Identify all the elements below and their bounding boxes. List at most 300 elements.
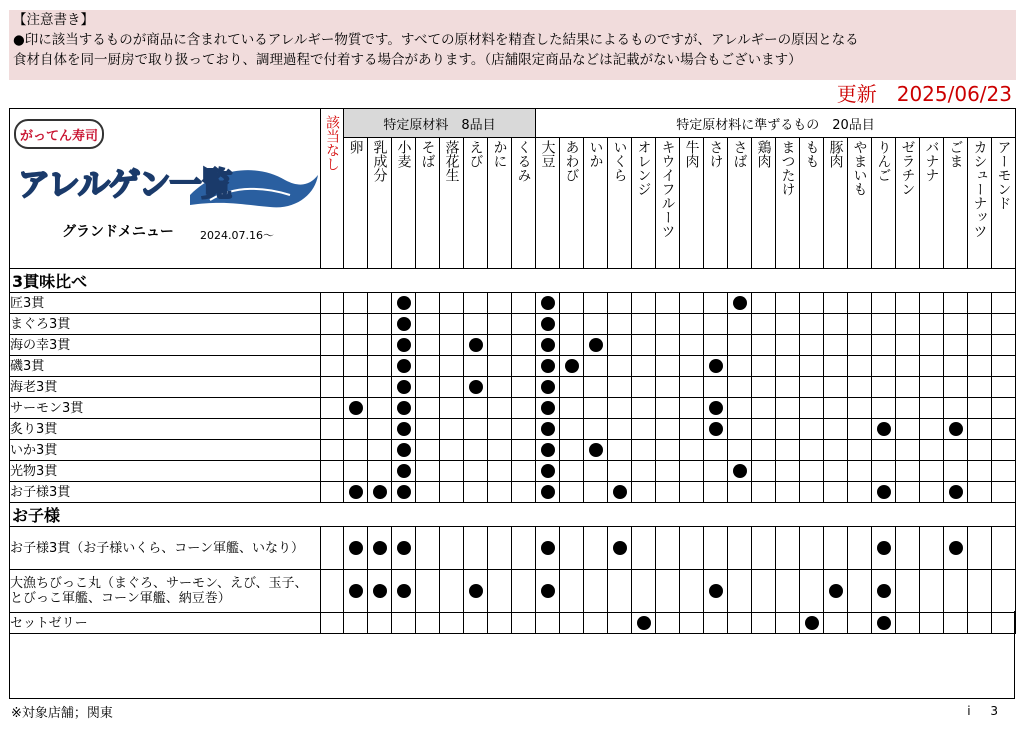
allergen-dot bbox=[589, 443, 603, 457]
allergen-dot bbox=[541, 584, 555, 598]
allergen-cell bbox=[392, 293, 416, 314]
table-row bbox=[10, 398, 1016, 419]
allergen-cell bbox=[968, 377, 992, 398]
none-cell bbox=[321, 527, 344, 570]
none-cell bbox=[321, 419, 344, 440]
allergen-cell bbox=[752, 335, 776, 356]
allergen-cell bbox=[512, 335, 536, 356]
allergen-cell bbox=[776, 398, 800, 419]
allergen-cell bbox=[680, 570, 704, 613]
allergen-cell bbox=[464, 527, 488, 570]
allergen-cell bbox=[656, 570, 680, 613]
allergen-cell bbox=[560, 440, 584, 461]
allergen-cell bbox=[968, 356, 992, 377]
allergen-cell bbox=[608, 335, 632, 356]
allergen-cell bbox=[920, 482, 944, 503]
allergen-cell bbox=[344, 482, 368, 503]
allergen-cell bbox=[704, 527, 728, 570]
table-row bbox=[10, 440, 1016, 461]
allergen-cell bbox=[632, 335, 656, 356]
allergen-dot bbox=[373, 485, 387, 499]
allergen-cell bbox=[632, 356, 656, 377]
allergen-cell bbox=[992, 293, 1016, 314]
allergen-cell bbox=[776, 482, 800, 503]
allergen-cell bbox=[512, 527, 536, 570]
allergen-cell bbox=[344, 527, 368, 570]
allergen-cell bbox=[464, 570, 488, 613]
menu-item-name: 海老3貫 bbox=[10, 377, 321, 398]
notice-text-2: 食材自体を同一厨房で取り扱っており、調理過程で付着する場合があります。（店舗限定商品などは記載がない場合もございます） bbox=[13, 52, 802, 68]
allergen-cell bbox=[464, 314, 488, 335]
allergen-cell bbox=[824, 377, 848, 398]
allergen-cell bbox=[512, 377, 536, 398]
allergen-cell bbox=[920, 314, 944, 335]
allergen-dot bbox=[541, 296, 555, 310]
allergen-cell bbox=[512, 440, 536, 461]
menu-item-name: 光物3貫 bbox=[10, 461, 321, 482]
allergen-dot bbox=[397, 485, 411, 499]
allergen-cell bbox=[728, 527, 752, 570]
allergen-cell bbox=[344, 356, 368, 377]
allergen-cell bbox=[992, 482, 1016, 503]
allergen-cell bbox=[752, 440, 776, 461]
allergen-cell bbox=[680, 377, 704, 398]
allergen-cell bbox=[632, 482, 656, 503]
menu-item-name: 磯3貫 bbox=[10, 356, 321, 377]
allergen-dot bbox=[397, 401, 411, 415]
allergen-cell bbox=[944, 398, 968, 419]
allergen-cell bbox=[680, 356, 704, 377]
allergen-cell bbox=[584, 482, 608, 503]
allergen-cell bbox=[680, 335, 704, 356]
allergen-header: やまいも bbox=[848, 138, 872, 269]
allergen-cell bbox=[968, 335, 992, 356]
allergen-cell bbox=[584, 335, 608, 356]
allergen-cell bbox=[728, 482, 752, 503]
allergen-cell bbox=[920, 461, 944, 482]
allergen-cell bbox=[440, 570, 464, 613]
allergen-cell bbox=[584, 440, 608, 461]
allergen-cell bbox=[368, 398, 392, 419]
allergen-cell bbox=[464, 482, 488, 503]
none-cell bbox=[321, 398, 344, 419]
allergen-cell bbox=[704, 482, 728, 503]
allergen-cell bbox=[440, 527, 464, 570]
allergen-cell bbox=[392, 398, 416, 419]
none-cell bbox=[321, 377, 344, 398]
allergen-cell bbox=[848, 398, 872, 419]
allergen-cell bbox=[872, 398, 896, 419]
allergen-cell bbox=[344, 335, 368, 356]
allergen-cell bbox=[776, 527, 800, 570]
allergen-dot bbox=[349, 541, 363, 555]
allergen-cell bbox=[776, 293, 800, 314]
allergen-cell bbox=[680, 314, 704, 335]
allergen-cell bbox=[608, 440, 632, 461]
table-row bbox=[10, 461, 1016, 482]
allergen-cell bbox=[944, 314, 968, 335]
allergen-cell bbox=[536, 377, 560, 398]
allergen-dot bbox=[541, 359, 555, 373]
allergen-dot bbox=[949, 541, 963, 555]
allergen-header: 小麦 bbox=[392, 138, 416, 269]
allergen-header: あわび bbox=[560, 138, 584, 269]
allergen-cell bbox=[656, 440, 680, 461]
allergen-cell bbox=[368, 377, 392, 398]
allergen-cell bbox=[608, 419, 632, 440]
allergen-cell bbox=[800, 527, 824, 570]
allergen-cell bbox=[584, 570, 608, 613]
allergen-header: バナナ bbox=[920, 138, 944, 269]
allergen-cell bbox=[560, 314, 584, 335]
allergen-dot bbox=[349, 584, 363, 598]
allergen-cell bbox=[344, 440, 368, 461]
allergen-cell bbox=[968, 570, 992, 613]
allergen-dot bbox=[541, 338, 555, 352]
allergen-dot bbox=[541, 401, 555, 415]
notice-heading: 【注意書き】 bbox=[13, 12, 94, 28]
allergen-cell bbox=[872, 527, 896, 570]
allergen-dot bbox=[589, 338, 603, 352]
allergen-cell bbox=[632, 377, 656, 398]
allergen-cell bbox=[560, 419, 584, 440]
allergen-cell bbox=[344, 377, 368, 398]
allergen-cell bbox=[896, 398, 920, 419]
allergen-cell bbox=[752, 461, 776, 482]
allergen-cell bbox=[416, 356, 440, 377]
allergen-cell bbox=[680, 398, 704, 419]
allergen-cell bbox=[752, 293, 776, 314]
allergen-header: 大豆 bbox=[536, 138, 560, 269]
allergen-cell bbox=[992, 570, 1016, 613]
allergen-cell bbox=[488, 356, 512, 377]
allergen-cell bbox=[464, 398, 488, 419]
allergen-cell bbox=[800, 570, 824, 613]
allergen-cell bbox=[848, 527, 872, 570]
none-cell bbox=[321, 314, 344, 335]
allergen-cell bbox=[368, 461, 392, 482]
allergen-cell bbox=[536, 356, 560, 377]
allergen-cell bbox=[560, 527, 584, 570]
allergen-cell bbox=[800, 377, 824, 398]
allergen-cell bbox=[848, 419, 872, 440]
allergen-cell bbox=[392, 356, 416, 377]
allergen-cell bbox=[344, 293, 368, 314]
allergen-cell bbox=[416, 527, 440, 570]
allergen-cell bbox=[416, 335, 440, 356]
allergen-cell bbox=[560, 293, 584, 314]
allergen-cell bbox=[824, 356, 848, 377]
allergen-cell bbox=[968, 314, 992, 335]
allergen-cell bbox=[920, 293, 944, 314]
allergen-cell bbox=[944, 440, 968, 461]
allergen-cell bbox=[584, 293, 608, 314]
allergen-cell bbox=[632, 570, 656, 613]
allergen-cell bbox=[728, 293, 752, 314]
allergen-dot bbox=[541, 464, 555, 478]
allergen-cell bbox=[416, 461, 440, 482]
allergen-cell bbox=[656, 293, 680, 314]
allergen-header: もも bbox=[800, 138, 824, 269]
allergen-cell bbox=[824, 461, 848, 482]
allergen-cell bbox=[416, 314, 440, 335]
allergen-cell bbox=[584, 398, 608, 419]
menu-item-name: まぐろ3貫 bbox=[10, 314, 321, 335]
allergen-cell bbox=[728, 461, 752, 482]
allergen-cell bbox=[992, 440, 1016, 461]
allergen-cell bbox=[368, 335, 392, 356]
allergen-cell bbox=[872, 419, 896, 440]
allergen-cell bbox=[656, 335, 680, 356]
allergen-header: まつたけ bbox=[776, 138, 800, 269]
allergen-cell bbox=[632, 293, 656, 314]
allergen-cell bbox=[464, 377, 488, 398]
allergen-cell bbox=[512, 570, 536, 613]
allergen-cell bbox=[488, 419, 512, 440]
allergen-cell bbox=[824, 440, 848, 461]
allergen-cell bbox=[632, 440, 656, 461]
allergen-cell bbox=[968, 293, 992, 314]
allergen-cell bbox=[584, 527, 608, 570]
allergen-cell bbox=[776, 356, 800, 377]
allergen-cell bbox=[800, 419, 824, 440]
allergen-cell bbox=[608, 570, 632, 613]
allergen-cell bbox=[536, 482, 560, 503]
allergen-cell bbox=[368, 419, 392, 440]
allergen-cell bbox=[392, 570, 416, 613]
allergen-cell bbox=[368, 527, 392, 570]
allergen-header: 落花生 bbox=[440, 138, 464, 269]
allergen-table bbox=[9, 108, 1016, 634]
allergen-cell bbox=[512, 293, 536, 314]
allergen-cell bbox=[944, 356, 968, 377]
allergen-cell bbox=[392, 377, 416, 398]
allergen-cell bbox=[608, 482, 632, 503]
allergen-cell bbox=[392, 314, 416, 335]
table-row bbox=[10, 377, 1016, 398]
allergen-cell bbox=[536, 440, 560, 461]
allergen-cell bbox=[872, 440, 896, 461]
allergen-cell bbox=[920, 335, 944, 356]
allergen-cell bbox=[728, 377, 752, 398]
section-title: 3貫味比べ bbox=[10, 269, 1016, 293]
allergen-cell bbox=[704, 570, 728, 613]
none-column-header: 該当なし bbox=[321, 109, 344, 269]
allergen-cell bbox=[488, 293, 512, 314]
allergen-cell bbox=[464, 419, 488, 440]
updated-date: 更新 2025/06/23 bbox=[836, 82, 1012, 106]
menu-item-name: いか3貫 bbox=[10, 440, 321, 461]
allergen-dot bbox=[709, 359, 723, 373]
allergen-cell bbox=[536, 314, 560, 335]
allergen-cell bbox=[824, 293, 848, 314]
menu-item-name: セットゼリー bbox=[10, 613, 321, 634]
allergen-dot bbox=[613, 485, 627, 499]
allergen-cell bbox=[536, 293, 560, 314]
allergen-cell bbox=[680, 461, 704, 482]
menu-item-name: 炙り3貫 bbox=[10, 419, 321, 440]
allergen-cell bbox=[656, 377, 680, 398]
allergen-header: 牛肉 bbox=[680, 138, 704, 269]
table-row bbox=[10, 335, 1016, 356]
allergen-header: アーモンド bbox=[992, 138, 1016, 269]
allergen-cell bbox=[512, 461, 536, 482]
allergen-dot bbox=[397, 443, 411, 457]
allergen-dot bbox=[565, 359, 579, 373]
allergen-cell bbox=[632, 398, 656, 419]
allergen-dot bbox=[397, 541, 411, 555]
allergen-cell bbox=[440, 314, 464, 335]
menu-item-name: 大漁ちびっこ丸（まぐろ、サーモン、えび、玉子、とびっこ軍艦、コーン軍艦、納豆巻） bbox=[10, 570, 321, 613]
allergen-cell bbox=[536, 570, 560, 613]
allergen-cell bbox=[944, 461, 968, 482]
allergen-cell bbox=[872, 314, 896, 335]
allergen-dot bbox=[397, 380, 411, 394]
allergen-cell bbox=[944, 419, 968, 440]
allergen-cell bbox=[368, 482, 392, 503]
allergen-cell bbox=[728, 314, 752, 335]
allergen-cell bbox=[896, 527, 920, 570]
allergen-cell bbox=[728, 356, 752, 377]
allergen-cell bbox=[920, 570, 944, 613]
allergen-cell bbox=[392, 527, 416, 570]
allergen-cell bbox=[800, 314, 824, 335]
allergen-cell bbox=[992, 377, 1016, 398]
menu-item-name: 匠3貫 bbox=[10, 293, 321, 314]
allergen-dot bbox=[877, 485, 891, 499]
allergen-cell bbox=[680, 419, 704, 440]
allergen-cell bbox=[944, 293, 968, 314]
table-row bbox=[10, 527, 1016, 570]
allergen-cell bbox=[488, 527, 512, 570]
allergen-cell bbox=[800, 398, 824, 419]
allergen-cell bbox=[368, 570, 392, 613]
allergen-cell bbox=[968, 398, 992, 419]
allergen-cell bbox=[440, 419, 464, 440]
allergen-cell bbox=[680, 440, 704, 461]
allergen-cell bbox=[872, 356, 896, 377]
allergen-cell bbox=[464, 461, 488, 482]
table-row bbox=[10, 314, 1016, 335]
allergen-cell bbox=[848, 440, 872, 461]
allergen-cell bbox=[536, 335, 560, 356]
allergen-cell bbox=[848, 570, 872, 613]
allergen-cell bbox=[872, 335, 896, 356]
allergen-dot bbox=[469, 380, 483, 394]
logo-cell bbox=[10, 109, 321, 269]
allergen-cell bbox=[584, 377, 608, 398]
allergen-cell bbox=[920, 419, 944, 440]
allergen-cell bbox=[560, 356, 584, 377]
allergen-cell bbox=[896, 356, 920, 377]
allergen-cell bbox=[824, 570, 848, 613]
allergen-cell bbox=[512, 398, 536, 419]
brand-logo: がってん寿司 bbox=[14, 119, 104, 149]
allergen-cell bbox=[920, 440, 944, 461]
allergen-cell bbox=[944, 377, 968, 398]
allergen-cell bbox=[368, 314, 392, 335]
allergen-cell bbox=[800, 482, 824, 503]
allergen-cell bbox=[776, 377, 800, 398]
allergen-cell bbox=[488, 461, 512, 482]
allergen-cell bbox=[728, 398, 752, 419]
allergen-cell bbox=[848, 482, 872, 503]
allergen-cell bbox=[968, 482, 992, 503]
allergen-cell bbox=[896, 419, 920, 440]
allergen-dot bbox=[397, 338, 411, 352]
allergen-dot bbox=[469, 338, 483, 352]
allergen-dot bbox=[709, 422, 723, 436]
allergen-cell bbox=[344, 461, 368, 482]
allergen-cell bbox=[584, 419, 608, 440]
allergen-cell bbox=[968, 419, 992, 440]
none-cell bbox=[321, 335, 344, 356]
allergen-cell bbox=[392, 461, 416, 482]
allergen-dot bbox=[373, 541, 387, 555]
allergen-cell bbox=[776, 570, 800, 613]
allergen-cell bbox=[608, 314, 632, 335]
allergen-cell bbox=[800, 356, 824, 377]
allergen-cell bbox=[896, 570, 920, 613]
allergen-cell bbox=[728, 570, 752, 613]
allergen-cell bbox=[968, 461, 992, 482]
blank-area bbox=[9, 611, 1015, 699]
allergen-cell bbox=[848, 314, 872, 335]
allergen-cell bbox=[680, 527, 704, 570]
allergen-dot bbox=[541, 485, 555, 499]
allergen-cell bbox=[392, 482, 416, 503]
allergen-cell bbox=[992, 398, 1016, 419]
allergen-cell bbox=[440, 377, 464, 398]
allergen-cell bbox=[440, 482, 464, 503]
allergen-cell bbox=[560, 482, 584, 503]
allergen-cell bbox=[440, 293, 464, 314]
allergen-cell bbox=[704, 377, 728, 398]
allergen-cell bbox=[368, 293, 392, 314]
allergen-header: ゼラチン bbox=[896, 138, 920, 269]
none-cell bbox=[321, 356, 344, 377]
group-equivalent-header: 特定原材料に準ずるもの 20品目 bbox=[536, 109, 1016, 138]
allergen-cell bbox=[488, 335, 512, 356]
allergen-cell bbox=[848, 377, 872, 398]
allergen-cell bbox=[848, 461, 872, 482]
allergen-cell bbox=[632, 461, 656, 482]
menu-item-name: お子様3貫 bbox=[10, 482, 321, 503]
allergen-cell bbox=[656, 482, 680, 503]
allergen-cell bbox=[872, 461, 896, 482]
allergen-header: りんご bbox=[872, 138, 896, 269]
allergen-cell bbox=[440, 440, 464, 461]
allergen-header: キウイフルーツ bbox=[656, 138, 680, 269]
allergen-cell bbox=[872, 570, 896, 613]
allergen-cell bbox=[512, 314, 536, 335]
allergen-dot bbox=[469, 584, 483, 598]
allergen-cell bbox=[632, 314, 656, 335]
allergen-cell bbox=[824, 527, 848, 570]
allergen-cell bbox=[536, 398, 560, 419]
allergen-cell bbox=[824, 335, 848, 356]
allergen-dot bbox=[541, 541, 555, 555]
allergen-header: さば bbox=[728, 138, 752, 269]
allergen-cell bbox=[992, 527, 1016, 570]
logo-subtitle: グランドメニュー bbox=[62, 224, 174, 240]
allergen-cell bbox=[632, 419, 656, 440]
allergen-dot bbox=[949, 485, 963, 499]
allergen-cell bbox=[488, 570, 512, 613]
allergen-cell bbox=[752, 377, 776, 398]
allergen-cell bbox=[728, 335, 752, 356]
allergen-cell bbox=[488, 398, 512, 419]
